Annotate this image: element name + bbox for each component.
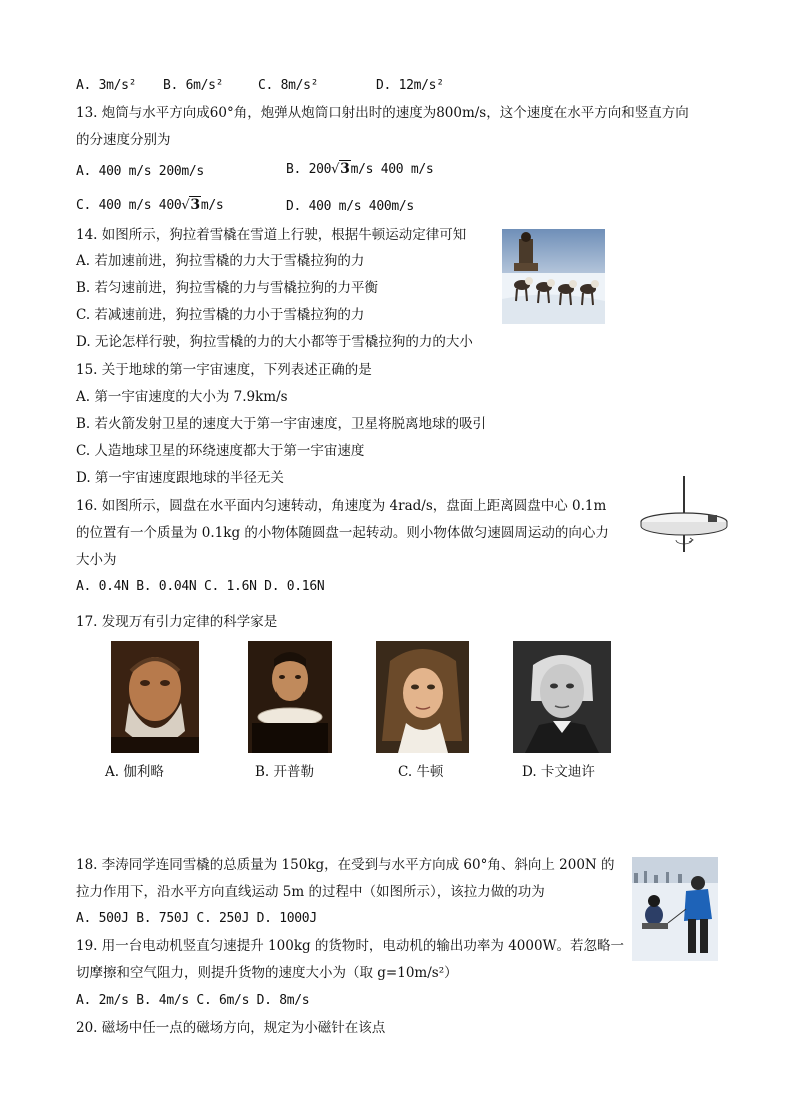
q14-option-d: D. 无论怎样行驶，狗拉雪橇的力的大小都等于雪橇拉狗的力的大小	[76, 334, 473, 350]
q13-option-c	[76, 196, 223, 215]
q15-option-a: A. 第一宇宙速度的大小为 7.9km/s	[76, 389, 288, 405]
q14-option-b: B. 若匀速前进，狗拉雪橇的力与雪橇拉狗的力平衡	[76, 280, 379, 296]
q17-option-c: C. 牛顿	[398, 764, 444, 780]
q13-option-b-pre: B. 200	[286, 162, 332, 177]
q16-stem-line3: 大小为	[76, 552, 117, 568]
q18-stem-line2: 拉力作用下，沿水平方向直线运动 5m 的过程中（如图所示），该拉力做的功为	[76, 884, 545, 900]
q13-option-b-post: m/s 400 m/s	[350, 162, 434, 177]
q14-stem: 14. 如图所示，狗拉着雪橇在雪道上行驶，根据牛顿运动定律可知	[76, 227, 467, 243]
newton-portrait	[376, 641, 469, 753]
radical-sign: √	[181, 198, 190, 213]
q12-option-c: C. 8m/s²	[258, 78, 319, 93]
q13-option-c-pre: C. 400 m/s 400	[76, 198, 182, 213]
q13-option-b	[286, 160, 433, 179]
rotating-disc-diagram	[638, 472, 730, 558]
q16-options: A. 0.4N B. 0.04N C. 1.6N D. 0.16N	[76, 579, 325, 594]
q15-option-b: B. 若火箭发射卫星的速度大于第一宇宙速度，卫星将脱离地球的吸引	[76, 416, 487, 432]
sqrt-symbol	[331, 160, 350, 179]
q17-option-d: D. 卡文迪许	[522, 764, 595, 780]
q16-stem-line1: 16. 如图所示，圆盘在水平面内匀速转动，角速度为 4rad/s，盘面上距离圆盘中心 0.1m	[76, 498, 607, 514]
radicand: 3	[340, 161, 350, 177]
q19-stem-line2: 切摩擦和空气阻力，则提升货物的速度大小为（取 g=10m/s²）	[76, 965, 458, 981]
sled-dogs-photo	[502, 229, 605, 324]
q13-option-c-post: m/s	[200, 198, 224, 213]
q19-options: A. 2m/s B. 4m/s C. 6m/s D. 8m/s	[76, 993, 310, 1008]
q15-option-d: D. 第一宇宙速度跟地球的半径无关	[76, 470, 284, 486]
q18-stem-line1: 18. 李涛同学连同雪橇的总质量为 150kg，在受到与水平方向成 60°角、斜向上 200N 的	[76, 857, 615, 873]
q12-option-a: A. 3m/s²	[76, 78, 137, 93]
q17-stem: 17. 发现万有引力定律的科学家是	[76, 614, 278, 630]
q19-stem-line1: 19. 用一台电动机竖直匀速提升 100kg 的货物时，电动机的输出功率为 4000W。若忽略一	[76, 938, 624, 954]
radical-sign: √	[331, 162, 340, 177]
sled-pulling-photo	[632, 857, 718, 961]
q15-option-c: C. 人造地球卫星的环绕速度都大于第一宇宙速度	[76, 443, 365, 459]
q20-stem: 20. 磁场中任一点的磁场方向，规定为小磁针在该点	[76, 1020, 386, 1036]
q13-option-a: A. 400 m/s 200m/s	[76, 164, 204, 179]
q17-option-a: A. 伽利略	[105, 764, 164, 780]
q13-stem-line1: 13. 炮筒与水平方向成60°角，炮弹从炮筒口射出时的速度为800m/s，这个速度在水平方向和竖直方向	[76, 105, 689, 121]
q12-option-b: B. 6m/s²	[163, 78, 224, 93]
kepler-portrait	[248, 641, 332, 753]
sqrt-symbol	[181, 196, 200, 215]
radicand: 3	[190, 197, 200, 213]
q18-options: A. 500J B. 750J C. 250J D. 1000J	[76, 911, 317, 926]
q13-option-d: D. 400 m/s 400m/s	[286, 199, 414, 214]
q14-option-a: A. 若加速前进，狗拉雪橇的力大于雪橇拉狗的力	[76, 253, 365, 269]
q15-stem: 15. 关于地球的第一宇宙速度，下列表述正确的是	[76, 362, 372, 378]
q16-stem-line2: 的位置有一个质量为 0.1kg 的小物体随圆盘一起转动。则小物体做匀速圆周运动的向心力	[76, 525, 609, 541]
cavendish-portrait	[513, 641, 611, 753]
q17-option-b: B. 开普勒	[255, 764, 315, 780]
q12-option-d: D. 12m/s²	[376, 78, 444, 93]
galileo-portrait	[111, 641, 199, 753]
q13-stem-line2: 的分速度分别为	[76, 132, 171, 148]
q14-option-c: C. 若减速前进，狗拉雪橇的力小于雪橇拉狗的力	[76, 307, 365, 323]
